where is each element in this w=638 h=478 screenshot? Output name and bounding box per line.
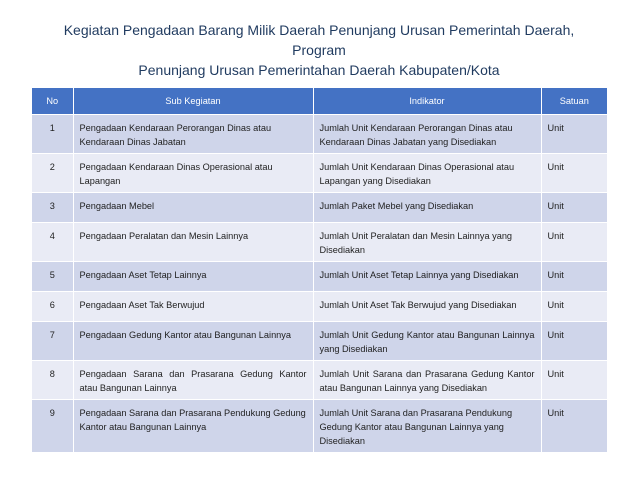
- cell-indikator: Jumlah Paket Mebel yang Disediakan: [313, 193, 541, 223]
- table-row: [32, 193, 607, 223]
- cell-sub-kegiatan: Pengadaan Gedung Kantor atau Bangunan Lainnya: [73, 322, 313, 361]
- cell-no: 7: [32, 322, 73, 361]
- cell-indikator: Jumlah Unit Kendaraan Perorangan Dinas atau Kendaraan Dinas Jabatan yang Disediakan: [313, 115, 541, 154]
- cell-no: 3: [32, 193, 73, 223]
- title-line-1: Kegiatan Pengadaan Barang Milik Daerah Penunjang Urusan Pemerintah Daerah, Program: [63, 22, 575, 58]
- cell-sub-kegiatan: Pengadaan Aset Tetap Lainnya: [73, 262, 313, 292]
- header-indikator: Indikator: [313, 88, 541, 115]
- table-row: [32, 115, 607, 154]
- cell-no: 9: [32, 400, 73, 453]
- cell-satuan: Unit: [541, 292, 607, 322]
- cell-satuan: Unit: [541, 262, 607, 292]
- cell-indikator: Jumlah Unit Aset Tak Berwujud yang Disediakan: [313, 292, 541, 322]
- cell-sub-kegiatan: Pengadaan Kendaraan Perorangan Dinas atau Kendaraan Dinas Jabatan: [73, 115, 313, 154]
- slide-title: [40, 20, 598, 80]
- title-line-2: Penunjang Urusan Pemerintahan Daerah Kabupaten/Kota: [138, 62, 500, 78]
- cell-sub-kegiatan: Pengadaan Peralatan dan Mesin Lainnya: [73, 223, 313, 262]
- cell-satuan: Unit: [541, 115, 607, 154]
- cell-no: 4: [32, 223, 73, 262]
- cell-satuan: Unit: [541, 361, 607, 400]
- cell-indikator: Jumlah Unit Kendaraan Dinas Operasional atau Lapangan yang Disediakan: [313, 154, 541, 193]
- cell-indikator: Jumlah Unit Aset Tetap Lainnya yang Disediakan: [313, 262, 541, 292]
- cell-sub-kegiatan: Pengadaan Kendaraan Dinas Operasional atau Lapangan: [73, 154, 313, 193]
- header-no: No: [32, 88, 73, 115]
- cell-satuan: Unit: [541, 193, 607, 223]
- cell-satuan: Unit: [541, 223, 607, 262]
- cell-indikator: Jumlah Unit Sarana dan Prasarana Gedung Kantor atau Bangunan Lainnya yang Disediakan: [313, 361, 541, 400]
- table-row: [32, 154, 607, 193]
- table-row: [32, 262, 607, 292]
- kegiatan-table: [32, 88, 607, 452]
- cell-no: 5: [32, 262, 73, 292]
- cell-no: 2: [32, 154, 73, 193]
- cell-satuan: Unit: [541, 400, 607, 453]
- header-satuan: Satuan: [541, 88, 607, 115]
- header-sub-kegiatan: Sub Kegiatan: [73, 88, 313, 115]
- cell-indikator: Jumlah Unit Gedung Kantor atau Bangunan Lainnya yang Disediakan: [313, 322, 541, 361]
- table-row: [32, 361, 607, 400]
- cell-sub-kegiatan: Pengadaan Sarana dan Prasarana Gedung Kantor atau Bangunan Lainnya: [73, 361, 313, 400]
- cell-indikator: Jumlah Unit Sarana dan Prasarana Pendukung Gedung Kantor atau Bangunan Lainnya yang Disediakan: [313, 400, 541, 453]
- cell-no: 1: [32, 115, 73, 154]
- cell-satuan: Unit: [541, 322, 607, 361]
- cell-no: 8: [32, 361, 73, 400]
- cell-sub-kegiatan: Pengadaan Mebel: [73, 193, 313, 223]
- cell-sub-kegiatan: Pengadaan Aset Tak Berwujud: [73, 292, 313, 322]
- table-header-row: [32, 88, 607, 115]
- table-row: [32, 223, 607, 262]
- cell-sub-kegiatan: Pengadaan Sarana dan Prasarana Pendukung Gedung Kantor atau Bangunan Lainnya: [73, 400, 313, 453]
- table-row: [32, 322, 607, 361]
- cell-no: 6: [32, 292, 73, 322]
- table-row: [32, 292, 607, 322]
- cell-satuan: Unit: [541, 154, 607, 193]
- table-row: [32, 400, 607, 453]
- cell-indikator: Jumlah Unit Peralatan dan Mesin Lainnya yang Disediakan: [313, 223, 541, 262]
